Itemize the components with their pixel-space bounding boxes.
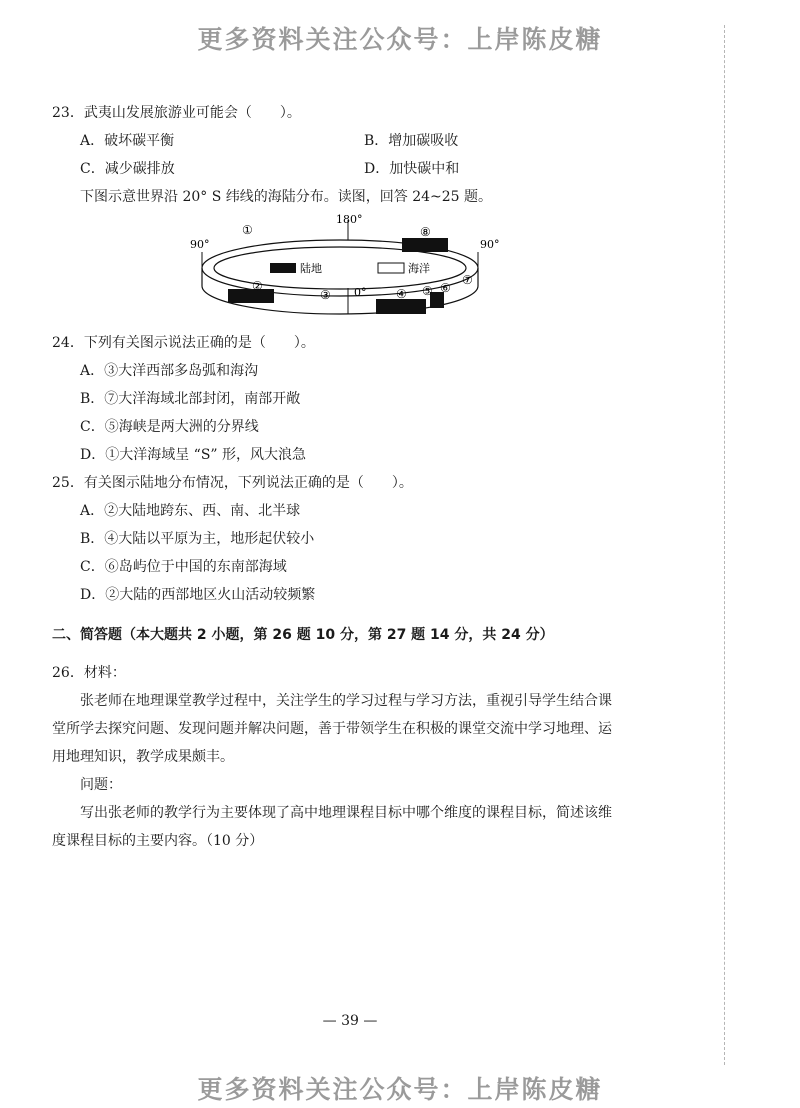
question-25-option-a: A．②大陆地跨东、西、南、北半球: [80, 503, 301, 519]
marker-1: ①: [242, 223, 253, 237]
label-180: 180°: [336, 213, 363, 226]
question-24-option-a: A．③大洋西部多岛弧和海沟: [80, 363, 259, 379]
q26-question-label: 问题：: [80, 777, 122, 793]
question-26-number: 26．材料：: [52, 665, 126, 681]
label-0: 0°: [354, 286, 367, 299]
question-24-stem: 24．下列有关图示说法正确的是（ ）。: [52, 335, 315, 351]
marker-5: ⑤: [422, 284, 433, 298]
watermark-top: 更多资料关注公众号：上岸陈皮糖: [197, 25, 603, 54]
land-segment-4: [376, 299, 426, 314]
marker-3: ③: [320, 288, 331, 302]
question-23-option-b: B．增加碳吸收: [364, 133, 459, 149]
question-23-option-a: A．破坏碳平衡: [80, 133, 175, 149]
latitude-ring-figure: [190, 212, 530, 324]
q26-question-line-2: 度课程目标的主要内容。（10 分）: [52, 833, 264, 849]
watermark-bottom: 更多资料关注公众号：上岸陈皮糖: [197, 1075, 603, 1104]
question-23-stem: 23．武夷山发展旅游业可能会（ ）。: [52, 105, 301, 121]
q26-material-line-2: 堂所学去探究问题、发现问题并解决问题，善于带领学生在积极的课堂交流中学习地理、运: [52, 721, 612, 737]
marker-7: ⑦: [462, 273, 473, 287]
question-24-option-d: D．①大洋海域呈 “S” 形，风大浪急: [80, 447, 307, 463]
label-90-right: 90°: [480, 238, 500, 251]
q26-question-line-1: 写出张老师的教学行为主要体现了高中地理课程目标中哪个维度的课程目标，简述该维: [80, 805, 612, 821]
marker-4: ④: [396, 287, 407, 301]
legend-ocean-label: 海洋: [408, 262, 430, 275]
question-25-option-c: C．⑥岛屿位于中国的东南部海域: [80, 559, 287, 575]
marker-6: ⑥: [440, 281, 451, 295]
question-25-option-b: B．④大陆以平原为主，地形起伏较小: [80, 531, 315, 547]
question-24-option-c: C．⑤海峡是两大洲的分界线: [80, 419, 259, 435]
land-segment-8: [402, 238, 448, 252]
section-2-heading: 二、简答题（本大题共 2 小题，第 26 题 10 分，第 27 题 14 分，共 24 分）: [52, 627, 554, 643]
map-intro: 下图示意世界沿 20° S 纬线的海陆分布。读图，回答 24~25 题。: [80, 189, 493, 205]
marker-2: ②: [252, 279, 263, 293]
page-edge-line: [724, 25, 725, 1065]
question-25-option-d: D．②大陆的西部地区火山活动较频繁: [80, 587, 316, 603]
question-24-option-b: B．⑦大洋海域北部封闭，南部开敞: [80, 391, 301, 407]
q26-material-line-3: 用地理知识，教学成果颇丰。: [52, 749, 234, 765]
label-90-left: 90°: [190, 238, 210, 251]
question-25-stem: 25．有关图示陆地分布情况，下列说法正确的是（ ）。: [52, 475, 413, 491]
question-23-option-c: C．减少碳排放: [80, 161, 175, 177]
question-23-option-d: D．加快碳中和: [364, 161, 460, 177]
land-segment-2: [228, 289, 274, 303]
legend-land-swatch: [270, 263, 296, 273]
marker-8: ⑧: [420, 225, 431, 239]
legend-ocean-swatch: [378, 263, 404, 273]
legend-land-label: 陆地: [300, 262, 322, 275]
page-number: — 39 —: [322, 1013, 378, 1029]
q26-material-line-1: 张老师在地理课堂教学过程中，关注学生的学习过程与学习方法，重视引导学生结合课: [80, 693, 612, 709]
